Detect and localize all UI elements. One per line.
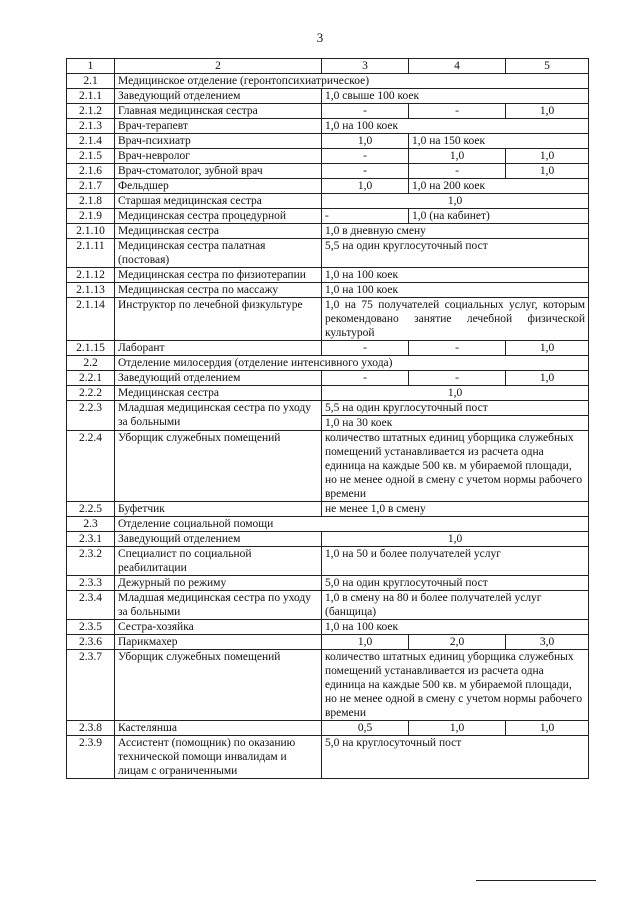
position-name: Лаборант <box>115 341 322 356</box>
table-row <box>67 431 589 502</box>
norm-col3: - <box>322 149 409 164</box>
row-number: 2.2.1 <box>67 371 115 386</box>
header-cell: 4 <box>409 59 506 74</box>
norm-col3: 1,0 <box>322 134 409 149</box>
table-row <box>67 517 589 532</box>
row-number: 2.1.13 <box>67 283 115 298</box>
footer-rule <box>476 880 596 881</box>
norm-col3: - <box>322 164 409 179</box>
row-number: 2.1.15 <box>67 341 115 356</box>
norm-col5: 1,0 <box>506 341 589 356</box>
table-row <box>67 532 589 547</box>
table-row <box>67 89 589 104</box>
position-name: Врач-психиатр <box>115 134 322 149</box>
norm-value: 1,0 на 100 коек <box>322 620 589 635</box>
table-row <box>67 635 589 650</box>
table-row <box>67 576 589 591</box>
table-row <box>67 239 589 268</box>
norm-col4: - <box>409 104 506 119</box>
table-row <box>67 224 589 239</box>
norm-col3: - <box>322 341 409 356</box>
position-name: Младшая медицинская сестра по уходу за больными <box>115 591 322 620</box>
table-row <box>67 620 589 635</box>
header-cell: 1 <box>67 59 115 74</box>
position-name: Уборщик служебных помещений <box>115 431 322 502</box>
table-row <box>67 104 589 119</box>
header-cell: 2 <box>115 59 322 74</box>
position-name: Инструктор по лечебной физкультуре <box>115 298 322 341</box>
page-number: 3 <box>316 30 324 45</box>
row-number: 2.1.5 <box>67 149 115 164</box>
section-title: Отделение милосердия (отделение интенсивного ухода) <box>115 356 589 371</box>
position-name: Сестра-хозяйка <box>115 620 322 635</box>
table-row <box>67 401 589 431</box>
table-row <box>67 341 589 356</box>
norm-value: 1,0 в дневную смену <box>322 224 589 239</box>
norm-value: 1,0 <box>322 532 589 547</box>
table-row <box>67 268 589 283</box>
position-name: Врач-терапевт <box>115 119 322 134</box>
norm-col5: 1,0 <box>506 164 589 179</box>
row-number: 2.1.8 <box>67 194 115 209</box>
table-row <box>67 547 589 576</box>
header-cell: 3 <box>322 59 409 74</box>
position-name: Парикмахер <box>115 635 322 650</box>
table-row <box>67 134 589 149</box>
row-number: 2.2.2 <box>67 386 115 401</box>
row-number: 2.1.12 <box>67 268 115 283</box>
norm-value: 1,0 на 100 коек <box>322 283 589 298</box>
norm-col45: 1,0 на 200 коек <box>409 179 589 194</box>
table-body <box>67 74 589 779</box>
section-title: Медицинское отделение (геронтопсихиатрическое) <box>115 74 589 89</box>
norm-col3: - <box>322 209 409 224</box>
row-number: 2.3.2 <box>67 547 115 576</box>
table-row <box>67 721 589 736</box>
norm-col45: 1,0 на 150 коек <box>409 134 589 149</box>
norm-value: не менее 1,0 в смену <box>322 502 589 517</box>
norm-col3: 1,0 <box>322 179 409 194</box>
norm-value: количество штатных единиц уборщика служебных помещений устанавливается из расчета одна единица на каждые 500 кв. м убираемой площади, но не менее одной в смену с учетом нормы рабочего времени <box>322 431 589 502</box>
table-row <box>67 119 589 134</box>
table-row <box>67 371 589 386</box>
norm-col3: - <box>322 371 409 386</box>
table-row <box>67 356 589 371</box>
position-name: Заведующий отделением <box>115 532 322 547</box>
position-name: Врач-стоматолог, зубной врач <box>115 164 322 179</box>
table-row <box>67 283 589 298</box>
position-name: Буфетчик <box>115 502 322 517</box>
position-name: Младшая медицинская сестра по уходу за больными <box>115 401 322 431</box>
norm-col5: 1,0 <box>506 371 589 386</box>
norm-col5: 3,0 <box>506 635 589 650</box>
table-row <box>67 209 589 224</box>
row-number: 2.1.2 <box>67 104 115 119</box>
header-cell: 5 <box>506 59 589 74</box>
table-row <box>67 74 589 89</box>
row-number: 2.1.14 <box>67 298 115 341</box>
row-number: 2.1.3 <box>67 119 115 134</box>
norm-col4: 1,0 <box>409 149 506 164</box>
table-row <box>67 736 589 779</box>
table-row <box>67 502 589 517</box>
norm-col45: 1,0 (на кабинет) <box>409 209 589 224</box>
norm-value: 5,5 на один круглосуточный пост <box>322 239 589 268</box>
table-row <box>67 164 589 179</box>
row-number: 2.1.1 <box>67 89 115 104</box>
row-number: 2.2.3 <box>67 401 115 431</box>
position-name: Уборщик служебных помещений <box>115 650 322 721</box>
row-number: 2.3.7 <box>67 650 115 721</box>
position-name: Медицинская сестра процедурной <box>115 209 322 224</box>
norm-value <box>322 401 589 431</box>
row-number: 2.1.11 <box>67 239 115 268</box>
position-name: Главная медицинская сестра <box>115 104 322 119</box>
table-row <box>67 650 589 721</box>
norm-col5: 1,0 <box>506 104 589 119</box>
row-number: 2.2.4 <box>67 431 115 502</box>
table-row <box>67 386 589 401</box>
norm-col5: 1,0 <box>506 721 589 736</box>
header-row <box>67 59 589 74</box>
row-number: 2.3.8 <box>67 721 115 736</box>
row-number: 2.2 <box>67 356 115 371</box>
row-number: 2.3.9 <box>67 736 115 779</box>
position-name: Специалист по социальной реабилитации <box>115 547 322 576</box>
norm-col3: - <box>322 104 409 119</box>
staff-norms-table <box>66 58 589 779</box>
row-number: 2.1.4 <box>67 134 115 149</box>
position-name: Старшая медицинская сестра <box>115 194 322 209</box>
row-number: 2.2.5 <box>67 502 115 517</box>
norm-line: 1,0 на 30 коек <box>325 417 393 429</box>
norm-col4: - <box>409 371 506 386</box>
table-row <box>67 298 589 341</box>
norm-col3: 1,0 <box>322 635 409 650</box>
position-name: Фельдшер <box>115 179 322 194</box>
position-name: Медицинская сестра по массажу <box>115 283 322 298</box>
table-row <box>67 194 589 209</box>
position-name: Врач-невролог <box>115 149 322 164</box>
norm-value: 1,0 <box>322 194 589 209</box>
norm-col4: - <box>409 164 506 179</box>
norm-value: 1,0 свыше 100 коек <box>322 89 589 104</box>
norm-value: 5,0 на круглосуточный пост <box>322 736 589 779</box>
row-number: 2.1.9 <box>67 209 115 224</box>
row-number: 2.3.5 <box>67 620 115 635</box>
section-title: Отделение социальной помощи <box>115 517 589 532</box>
norm-value: 1,0 на 100 коек <box>322 119 589 134</box>
norm-value: 1,0 на 75 получателей социальных услуг, которым рекомендовано занятие лечебной физической культурой <box>322 298 589 341</box>
norm-line: 5,5 на один круглосуточный пост <box>322 401 588 416</box>
table-row <box>67 591 589 620</box>
norm-col5: 1,0 <box>506 149 589 164</box>
row-number: 2.3 <box>67 517 115 532</box>
norm-col4: 2,0 <box>409 635 506 650</box>
position-name: Медицинская сестра палатная (постовая) <box>115 239 322 268</box>
position-name: Заведующий отделением <box>115 371 322 386</box>
table-row <box>67 179 589 194</box>
norm-col4: - <box>409 341 506 356</box>
row-number: 2.1 <box>67 74 115 89</box>
row-number: 2.3.1 <box>67 532 115 547</box>
position-name: Заведующий отделением <box>115 89 322 104</box>
norm-value: 1,0 <box>322 386 589 401</box>
norm-value: 1,0 на 100 коек <box>322 268 589 283</box>
position-name: Медицинская сестра <box>115 386 322 401</box>
position-name: Медицинская сестра по физиотерапии <box>115 268 322 283</box>
norm-col3: 0,5 <box>322 721 409 736</box>
norm-value: 5,0 на один круглосуточный пост <box>322 576 589 591</box>
position-name: Ассистент (помощник) по оказанию технической помощи инвалидам и лицам с ограниченными <box>115 736 322 779</box>
row-number: 2.3.4 <box>67 591 115 620</box>
norm-col4: 1,0 <box>409 721 506 736</box>
row-number: 2.1.10 <box>67 224 115 239</box>
norm-value: количество штатных единиц уборщика служебных помещений устанавливается из расчета одна единица на каждые 500 кв. м убираемой площади, но не менее одной в смену с учетом нормы рабочего времени <box>322 650 589 721</box>
position-name: Кастелянша <box>115 721 322 736</box>
row-number: 2.1.6 <box>67 164 115 179</box>
row-number: 2.1.7 <box>67 179 115 194</box>
norm-value: 1,0 на 50 и более получателей услуг <box>322 547 589 576</box>
norm-value: 1,0 в смену на 80 и более получателей услуг (банщица) <box>322 591 589 620</box>
position-name: Дежурный по режиму <box>115 576 322 591</box>
row-number: 2.3.6 <box>67 635 115 650</box>
table-row <box>67 149 589 164</box>
position-name: Медицинская сестра <box>115 224 322 239</box>
row-number: 2.3.3 <box>67 576 115 591</box>
